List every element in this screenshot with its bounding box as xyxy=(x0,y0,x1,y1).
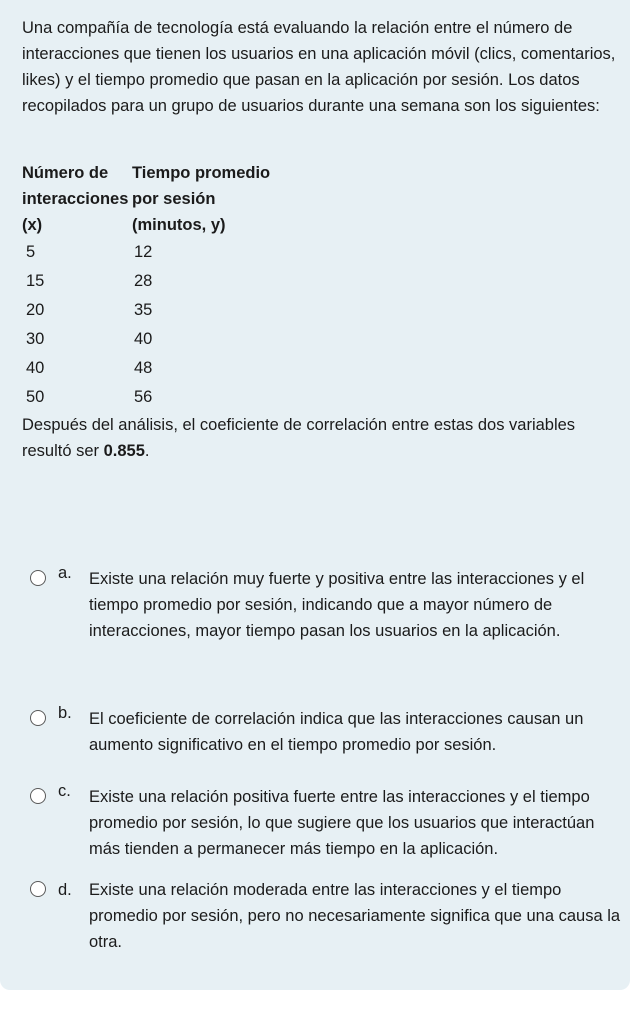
table-cell-x: 15 xyxy=(26,272,45,290)
correlation-value: 0.855 xyxy=(103,442,145,460)
table-cell-y: 48 xyxy=(134,359,153,377)
data-table xyxy=(22,160,282,412)
table-header-y: Tiempo promedio por sesión (minutos, y) xyxy=(132,164,271,234)
question-prompt-text: Una compañía de tecnología está evaluando la relación entre el número de interacciones que tienen los usuarios en una aplicación móvil (clics, comentarios, likes) y el tiempo promedio que pasan en la aplicación por sesión. Los datos recopilados para un grupo de usuarios durante una semana son los siguientes: xyxy=(22,19,616,115)
option-c-letter: c. xyxy=(58,782,71,800)
option-b[interactable] xyxy=(28,706,628,758)
option-a-text[interactable]: Existe una relación muy fuerte y positiva entre las interacciones y el tiempo promedio por sesión, indicando que a mayor número de interacciones, mayor tiempo pasan los usuarios en la aplicación. xyxy=(89,570,585,640)
conclusion-end: . xyxy=(144,442,150,460)
table-row xyxy=(22,267,282,296)
table-cell-y: 40 xyxy=(134,330,153,348)
option-d-letter: d. xyxy=(58,881,72,899)
table-row xyxy=(22,325,282,354)
conclusion-lead: Después del análisis, el coeficiente de correlación entre estas dos variables resultó ser xyxy=(22,416,576,460)
option-b-text[interactable]: El coeficiente de correlación indica que las interacciones causan un aumento significativo en el tiempo promedio por sesión. xyxy=(89,710,584,754)
question-prompt xyxy=(22,15,622,119)
table-cell-y: 28 xyxy=(134,272,153,290)
option-a[interactable] xyxy=(28,566,628,644)
table-cell-x: 5 xyxy=(26,243,36,261)
table-row xyxy=(22,238,282,267)
option-b-letter: b. xyxy=(58,704,72,722)
option-d-radio[interactable] xyxy=(30,881,46,897)
option-b-radio[interactable] xyxy=(30,710,46,726)
option-a-letter: a. xyxy=(58,564,72,582)
table-header-row xyxy=(22,160,282,238)
table-cell-x: 20 xyxy=(26,301,45,319)
table-cell-y: 35 xyxy=(134,301,153,319)
table-cell-x: 30 xyxy=(26,330,45,348)
option-d-text[interactable]: Existe una relación moderada entre las interacciones y el tiempo promedio por sesión, pero no necesariamente significa que una causa la otra. xyxy=(89,881,621,951)
table-cell-y: 12 xyxy=(134,243,153,261)
option-d[interactable] xyxy=(28,877,628,955)
option-c-radio[interactable] xyxy=(30,788,46,804)
conclusion-text xyxy=(22,412,622,464)
conclusion xyxy=(22,412,622,464)
table-header-x: Número de interacciones (x) xyxy=(22,164,129,234)
table-cell-x: 40 xyxy=(26,359,45,377)
table-row xyxy=(22,296,282,325)
table-row xyxy=(22,383,282,412)
option-c[interactable] xyxy=(28,784,628,862)
table-cell-y: 56 xyxy=(134,388,153,406)
table-row xyxy=(22,354,282,383)
option-a-radio[interactable] xyxy=(30,570,46,586)
option-c-text[interactable]: Existe una relación positiva fuerte entre las interacciones y el tiempo promedio por sesión, lo que sugiere que los usuarios que interactúan más tienden a permanecer más tiempo en la aplicación. xyxy=(89,788,595,858)
table-cell-x: 50 xyxy=(26,388,45,406)
